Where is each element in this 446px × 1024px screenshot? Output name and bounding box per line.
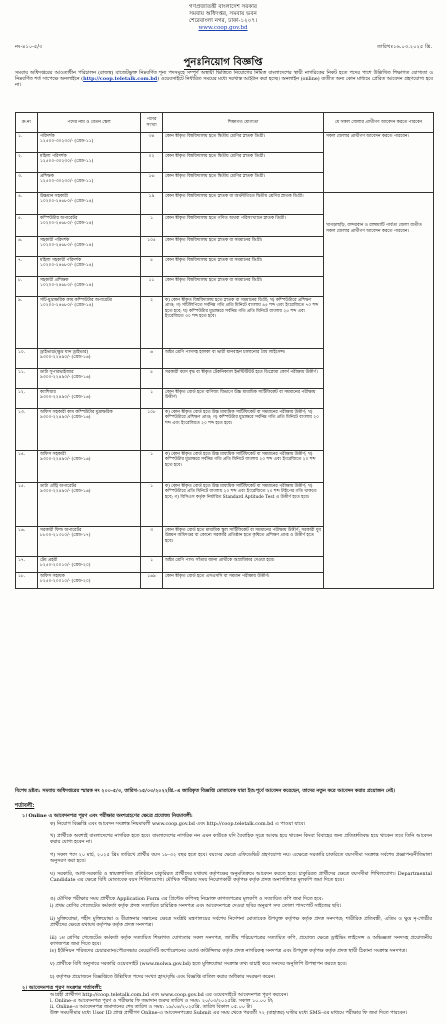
row-serial: ৯.	[16, 297, 38, 349]
row-post	[38, 193, 141, 215]
row-serial: ১৫.	[16, 483, 38, 527]
row-serial: ৩.	[16, 173, 38, 193]
row-count: ১৬	[141, 173, 163, 193]
condition-2-a-iii: উক্ত সময়সীমার মধ্যে User ID প্রাপ্ত প্রার্থীগণ Online-এ আবেদনপত্রের Submit এর সময় থেকে পরবর্তী ৭২ (বাহাত্তর) ঘণ্টার মধ্যে SMS-এর মাধ্যমে পরীক্ষার ফি জমা দিতে পারবেন।	[50, 1010, 407, 1016]
row-count: ১৯	[141, 193, 163, 215]
post-name: কম্পিউটার অপারেটর	[40, 215, 78, 221]
row-post	[38, 527, 141, 557]
row-serial: ১২.	[16, 389, 38, 409]
condition-1-ng-v: v) প্রার্থীকে বিধি অনুসারে সরকারি ওয়েবসাইট (www.molwa.gov.bd) হতে মুক্তিযোদ্ধা সংক্রান্ত তথ্য যাচাই করে সনদের অনুলিপি উপস্থাপন করতে হবে।	[50, 961, 347, 967]
condition-1-g: গ) সকল পদে ২০ মার্চ, ২০২৫ খ্রিঃ তারিখে প্রার্থীর বয়স ১৮-৩২ বছর হতে হবে। বয়সের ক্ষেত্রে এফিডেভিট গ্রহণযোগ্য নয়। এক্ষেত্রে সরকারি চাকরিতে বয়সসীমা সংক্রান্ত সর্বশেষ প্রজ্ঞাপন/নীতিমালা অনুসরণ করা হবে।	[50, 852, 432, 865]
post-name: ক্যাশিয়ার	[40, 389, 56, 395]
pay-scale: ৮২৫০-২০০১০/- (গ্রেড-২০)	[40, 579, 91, 585]
post-name: প্রশিক্ষক	[40, 173, 54, 179]
row-count: ৩	[141, 527, 163, 557]
district-eligibility-except-hill: খাগড়াছড়ি, বান্দরবান ও রাঙ্গামাটি পার্বত্য জেলা ব্যতীত সকল জেলার প্রার্থীগণ আবেদন করতে পারবেন।	[324, 193, 434, 589]
pay-scale: ১২৫০০-৩০২৩০/- (গ্রেড-১১)	[40, 139, 94, 145]
condition-1: ১। Online এ আবেদনপত্র পূরণ এবং পরীক্ষার অংশগ্রহণের ক্ষেত্রে প্রযোজ্য নিয়মাবলী:	[22, 813, 193, 819]
website-link[interactable]: www.coop.gov.bd	[198, 25, 248, 31]
row-count: ১	[141, 215, 163, 237]
pay-scale: ১০২০০-২৪৬৮০/- (গ্রেড-১৪)	[40, 283, 94, 289]
district-eligibility-all: সকল জেলার প্রার্থীগণ আবেদন করতে পারবেন।	[324, 133, 434, 193]
condition-2-title: ২। আবেদনপত্র পূরণ সংক্রান্ত শর্তাবলী:	[22, 985, 102, 991]
row-education: ক) কোন স্বীকৃত বোর্ড হতে উচ্চ মাধ্যমিক সার্টিফিকেট বা সমমানের পরীক্ষায় উত্তীর্ণ; খ) কম্পিউটারে প্রতি মিনিটে বাংলায় ২০ শব্দ এবং ইংরেজিতে ২০ শব্দ টাইপের গতি থাকতে হবে; গ) বিসিএস কর্তৃক নির্ধারিত Standard Aptitude Test এ উত্তীর্ণ হতে হবে।	[163, 483, 324, 527]
row-post	[38, 153, 141, 173]
letterhead	[0, 4, 446, 32]
row-post	[38, 573, 141, 589]
pay-scale: ৮২৫০-২০০১০/- (গ্রেড-২০)	[40, 563, 91, 569]
row-count: ৩৪	[141, 133, 163, 153]
post-name: সরকারী ফিল্ড অপারেটর	[40, 527, 82, 533]
row-post	[38, 451, 141, 483]
header-education: শিক্ষাগত যোগ্যতা	[163, 113, 324, 133]
condition-2-a-ii: ii. Online-এ আবেদনপত্র জমাদানের শেষ তারিখ ও সময়: ১৯/০৪/২০২৫খ্রি. তারিখ বিকাল ০৫.০০ টা।	[50, 1004, 253, 1010]
special-note: বিশেষ দ্রষ্টব্য: সমবায় অধিদপ্তরের স্মারক নং ২০০-৫/৩, তারিখ-১৫/০৩/২০২২খ্রি.-এ জারিকৃত বিজ্ঞপ্তি মোতাবেক যারা ইত:পূর্বে আবেদন করেছেন, তাদের নতুন করে আবেদন করার প্রয়োজন নেই।	[15, 788, 395, 794]
row-serial: ১৬.	[16, 527, 38, 557]
row-serial: ৫.	[16, 215, 38, 237]
pay-scale: ৯৩০০-২২৪৯০/- (গ্রেড-১৬)	[40, 355, 91, 361]
pay-scale: ৮৮০০-২১৩১০/- (গ্রেড-১৭)	[40, 533, 91, 539]
header-post: পদের নাম ও বেতন স্কেল	[38, 113, 141, 133]
post-name: পরিদর্শক	[40, 133, 55, 139]
row-count: ০২	[141, 153, 163, 173]
row-count: ১	[141, 483, 163, 527]
row-education: অষ্টম শ্রেণি পাসসহ হালকা বা ভারী যানবাহন চালানোর বৈধ লাইসেন্স।	[163, 349, 324, 369]
pay-scale: ১০২০০-২৪৬৮০/- (গ্রেড-১৪)	[40, 243, 94, 249]
govt-name: গণপ্রজাতন্ত্রী বাংলাদেশ সরকার	[189, 4, 257, 10]
condition-1-ng-iii: iii) ১ম শ্রেণির গেজেটেড কর্মকর্তা কর্তৃক সত্যায়িত শিক্ষাগত যোগ্যতার সকল সনদপত্র, জাতীয় পরিচয়পত্রের সত্যায়িত কপি, প্রযোজ্য ক্ষেত্রে ড্রাইভিং লাইসেন্স ও অভিজ্ঞতা সনদসহ প্রয়োজনীয় কাগজপত্র জমা দিতে হবে।	[50, 935, 432, 948]
row-serial: ৭.	[16, 257, 38, 277]
row-post	[38, 557, 141, 573]
row-post	[38, 483, 141, 527]
row-serial: ১.	[16, 133, 38, 153]
conditions-title: শর্তাবলী:	[15, 803, 35, 809]
row-education: অষ্টম শ্রেণি পাস। সাঁতার জানা প্রার্থীকে অগ্রাধিকার দেওয়া হবে।	[163, 557, 324, 573]
row-education: ক) কোন স্বীকৃত বিশ্ববিদ্যালয় হতে স্নাতক বা সমমানের ডিগ্রী; খ) কম্পিউটারে প্রশিক্ষণ প্রাপ্ত; গ) সাঁটলিপিতে সর্বনিম্ন গতি প্রতি মিনিটে বাংলায় ৪৫ শব্দ এবং ইংরেজিতে ৭০ শব্দ হতে হবে; ঘ) কম্পিউটার মুদ্রাক্ষরে সর্বনিম্ন গতি প্রতি মিনিটে বাংলায় ২৫ শব্দ এবং ইংরেজিতে ৩০ শব্দ হতে হবে।	[163, 297, 324, 349]
row-education: কোন স্বীকৃত বিশ্ববিদ্যালয় হতে দ্বিতীয় শ্রেণির স্নাতক ডিগ্রী।	[163, 153, 324, 173]
row-serial: ৬.	[16, 237, 38, 257]
row-serial: ১৮.	[16, 573, 38, 589]
row-serial: ১৪.	[16, 451, 38, 483]
row-education: কোন স্বীকৃত বিশ্ববিদ্যালয় হতে স্নাতক বা সমমানের ডিগ্রী।	[163, 237, 324, 257]
pay-scale: ১০২০০-২৪৬৮০/- (গ্রেড-১৪)	[40, 263, 94, 269]
row-serial: ১৭.	[16, 557, 38, 573]
row-count: ১	[141, 389, 163, 409]
pay-scale: ১০২০০-২৪৬৮০/- (গ্রেড-১৪)	[40, 221, 94, 227]
department-name: সমবায় অধিদপ্তর, সমবায় ভবন	[189, 11, 257, 17]
row-post	[38, 173, 141, 193]
row-education: কোন স্বীকৃত বোর্ড হতে বাণিজ্য বিভাগে উচ্চ মাধ্যমিক সার্টিফিকেট বা সমমানের পরীক্ষায় উত্তীর্ণ।	[163, 389, 324, 409]
vacancy-table	[15, 112, 434, 589]
table-header-row	[16, 113, 434, 133]
notice-title: পুনঃনিয়োগ বিজ্ঞপ্তি	[183, 57, 263, 68]
row-education: ক) কোন স্বীকৃত বোর্ড হতে উচ্চ মাধ্যমিক সার্টিফিকেট বা সমমানের পরীক্ষায় উত্তীর্ণ; খ) কম্পিউটার মুদ্রাক্ষরে সর্বনিম্ন গতি প্রতি মিনিটে বাংলায় ২০ শব্দ এবং ইংরেজিতে ২০ শব্দ হতে হবে।	[163, 451, 324, 483]
pay-scale: ১২৫০০-৩০২৩০/- (গ্রেড-১১)	[40, 179, 94, 185]
pay-scale: ১২৫০০-৩০২৩০/- (গ্রেড-১১)	[40, 159, 94, 165]
pay-scale: ১০২০০-২৪৬৮০/- (গ্রেড-১৪)	[40, 199, 94, 205]
table-row	[16, 133, 434, 153]
condition-1-ng-ii: ii) মুক্তিযোদ্ধা, শহীদ মুক্তিযোদ্ধা ও বীরাঙ্গনার সন্তানের ক্ষেত্রে সংশ্লিষ্ট মন্ত্রণালয়ের সর্বশেষ নির্দেশনা মোতাবেক উপযুক্ত কর্তৃপক্ষ কর্তৃক প্রদত্ত সনদপত্র; শারীরিক প্রতিবন্ধী, এতিম ও ক্ষুদ্র নৃ-গোষ্ঠীর প্রার্থীদের ক্ষেত্রে যথাযথ কর্তৃপক্ষ কর্তৃক প্রদত্ত সনদপত্র।	[50, 916, 432, 929]
row-education: কোন স্বীকৃত বিশ্ববিদ্যালয় হতে স্নাতক বা অর্থনীতিতে দ্বিতীয় শ্রেণির স্নাতক ডিগ্রী।	[163, 193, 324, 215]
condition-1-ng-iv: iv) ইউনিয়ন পরিষদের চেয়ারম্যান/পৌরসভার মেয়র/সিটি কর্পোরেশনের ওয়ার্ড কাউন্সিলর কর্তৃক প্রদত্ত নাগরিকত্ব সনদপত্র এবং উপযুক্ত কর্তৃপক্ষ কর্তৃক প্রদত্ত স্থায়ী ঠিকানা সংক্রান্ত সনদপত্র।	[50, 948, 407, 954]
post-name: মহিলা পরিদর্শক	[40, 153, 67, 159]
post-name: ডাটা সুপারভাইজার	[40, 369, 74, 375]
post-name: মহিলা সহকারী পরিদর্শক	[40, 257, 82, 263]
row-serial: ১৩.	[16, 409, 38, 451]
row-count: ৫	[141, 257, 163, 277]
post-name: অফিস সহায়ক	[40, 573, 65, 579]
condition-1-k: ক) নিয়োগ বিজ্ঞপ্তি এবং আবেদন সংক্রান্ত নিয়মাবলী www.coop.gov.bd এবং http://coop.teletalk.com.bd এ পাওয়া যাবে।	[50, 821, 306, 827]
row-education: কোন স্বীকৃত বিশ্ববিদ্যালয় হতে স্নাতক বা সমমানের ডিগ্রী।	[163, 257, 324, 277]
header-count: পদের সংখ্যা	[141, 113, 163, 133]
post-name: উচ্চমান সহকারী	[40, 193, 68, 199]
row-education: কোন স্বীকৃত বিশ্ববিদ্যালয় হতে গণিত অথবা পরিসংখ্যানে স্নাতক ডিগ্রী।	[163, 215, 324, 237]
row-serial: ৮.	[16, 277, 38, 297]
row-post	[38, 133, 141, 153]
row-post	[38, 257, 141, 277]
condition-2-a-i: i. Online-এ আবেদনপত্র পূরণ ও পরীক্ষার ফি জমাদান শুরুর তারিখ ও সময়: ২০/০৩/২০২৫খ্রি. সকাল ১০.০০ টা;	[50, 998, 274, 1004]
row-education: কোন স্বীকৃত বিশ্ববিদ্যালয় হতে স্নাতক বা সমমানের ডিগ্রী।	[163, 277, 324, 297]
post-name: অফিস সহকারী কাম কম্পিউটার মুদ্রাক্ষরিক	[40, 409, 113, 415]
row-count: ১০৫	[141, 237, 163, 257]
row-count: ১	[141, 451, 163, 483]
row-post	[38, 237, 141, 257]
row-serial: ৪.	[16, 193, 38, 215]
pay-scale: ৯৩০০-২২৪৯০/- (গ্রেড-১৬)	[40, 395, 91, 401]
row-post	[38, 389, 141, 409]
condition-1-gh: ঘ) সরকারি, আধা-সরকারি ও স্বায়ত্তশাসিত প্রতিষ্ঠানে চাকুরিরত প্রার্থীদের যথাযথ কর্তৃপক্ষের অনুমতিক্রমে আবেদন করতে হবে। চাকুরিরত প্রার্থীদের ক্ষেত্রে বয়সসীমা শিথিলযোগ্য। Departmental Candidate এর ক্ষেত্রে বিধি মোতাবেক বয়স শিথিলযোগ্য। মৌখিক পরীক্ষার সময় নিয়োগকারী কর্তৃপক্ষ কর্তৃক প্রদত্ত অনাপত্তিপত্র মূলকপি জমা দিতে হবে।	[50, 871, 432, 884]
condition-1-ng: ঙ) মৌখিক পরীক্ষার সময় প্রার্থীকে Application Form এর প্রিন্টেড কপিসহ নিম্নোক্ত কাগজপত্রের মূলকপি ও সত্যায়িত কপি জমা দিতে হবে:	[50, 896, 324, 902]
row-serial: ১১.	[16, 369, 38, 389]
row-post	[38, 349, 141, 369]
address: শেরেবাংলা নগর, ঢাকা-১২০৭।	[188, 18, 257, 24]
row-count: ১১	[141, 277, 163, 297]
pay-scale: ৯৩০০-২২৪৯০/- (গ্রেড-১৬)	[40, 415, 91, 421]
post-name: সহকারী প্রশিক্ষক	[40, 277, 69, 283]
row-education: সরকারী বয়স বৃদ্ধ বা স্বীকৃত টেকনিক্যাল ইনস্টিটিউট হতে ডিপ্লোমা কোর্স পরীক্ষায় উত্তীর্ণ।	[163, 369, 324, 389]
post-name: ডাটা এন্ট্রি অপারেটর	[40, 483, 77, 489]
row-education: ক) কোন স্বীকৃত বোর্ড হতে উচ্চ মাধ্যমিক সার্টিফিকেট বা সমমানের পরীক্ষায় উত্তীর্ণ; খ) কম্পিউটারে প্রশিক্ষণ প্রাপ্ত; গ) কম্পিউটার মুদ্রাক্ষরে সর্বনিম্ন গতি প্রতি মিনিটে বাংলায় ২০ শব্দ এবং ইংরেজিতে ২০ শব্দ হতে হবে।	[163, 409, 324, 451]
row-education: কোন স্বীকৃত বোর্ড হতে এসএসসি বা সমমান পরীক্ষায় উত্তীর্ণ।	[163, 573, 324, 589]
apply-url-link[interactable]: http://coop.teletalk.com.bd	[83, 76, 158, 83]
header-district: যে সকল জেলার প্রার্থীগণ আবেদন করতে পারবেন	[324, 113, 434, 133]
row-post	[38, 215, 141, 237]
memo-number: নং-৪১০-৫/৩	[15, 44, 43, 50]
pay-scale: ৯৩০০-২২৪৯০/- (গ্রেড-১৬)	[40, 375, 91, 381]
header-serial: ক্র.নং	[16, 113, 38, 133]
row-serial: ২.	[16, 153, 38, 173]
table-row	[16, 193, 434, 215]
row-post	[38, 369, 141, 389]
condition-1-ng-i: i) প্রথম শ্রেণির গেজেটেড কর্মকর্তা কর্তৃক প্রদত্ত সত্যায়িত চারিত্রিক সনদপত্র এবং আবেদনপত্রে দেওয়া ছবির অনুরূপ সদ্য তোলা পাসপোর্ট সাইজের ছবি।	[50, 903, 341, 909]
post-name: সাঁট-মুদ্রাক্ষরিক কাম কম্পিউটার অপারেটর	[40, 297, 112, 303]
post-name: ড্রাইভার/(ক্ষুদ্র যান ড্রাইভার)	[40, 349, 89, 355]
notice-date: তারিখঃ১৬.০৩.২০২৫ খ্রি.	[377, 44, 432, 50]
row-count: ১	[141, 557, 163, 573]
row-count: ১৬৯	[141, 573, 163, 589]
row-post	[38, 297, 141, 349]
row-count: ৬	[141, 349, 163, 369]
post-name: সহকারী পরিদর্শক	[40, 237, 70, 243]
pay-scale: ৯৩০০-২২৪৯০/- (গ্রেড-১৬)	[40, 489, 91, 495]
condition-1-ch: চ) কর্তৃপক্ষ প্রয়োজনে বিজ্ঞপ্তিতে উল্লিখিত পদের সংখ্যা হ্রাস/বৃদ্ধি এবং বিজ্ঞপ্তি বাতিল করার অধিকার সংরক্ষণ করেন।	[50, 974, 276, 980]
post-name: টেম প্রহরী	[40, 557, 58, 563]
row-education: কোন স্বীকৃত বোর্ড হতে মাধ্যমিক স্কুল সার্টিফিকেট বা সমমানের পরীক্ষায় উত্তীর্ণ; সরকারী যুব উন্নয়ন অধিদপ্তর বা কোনো সরকারি প্রতিষ্ঠান হতে কৃষিতে প্রশিক্ষণ প্রাপ্ত ও উত্তীর্ণ হতে হবে।	[163, 527, 324, 557]
post-name: অফিস সহকারী	[40, 451, 66, 457]
row-count: ১০৮	[141, 409, 163, 451]
condition-2-a: আগ্রহী প্রার্থীগণ http://coop.teletalk.com.bd এবং www.coop.gov.bd এর ওয়েবসাইটে আবেদনপত্র পূরণ করবেন।	[50, 992, 289, 998]
row-education: কোন স্বীকৃত বিশ্ববিদ্যালয় হতে দ্বিতীয় শ্রেণির স্নাতক ডিগ্রী।	[163, 173, 324, 193]
row-serial: ১০.	[16, 349, 38, 369]
row-education: কোন স্বীকৃত বিশ্ববিদ্যালয় হতে দ্বিতীয় শ্রেণির স্নাতক ডিগ্রী।	[163, 133, 324, 153]
row-post	[38, 277, 141, 297]
pay-scale: ১০২০০-২৪৬৮০/- (গ্রেড-১৪)	[40, 303, 94, 309]
row-count: ৫	[141, 369, 163, 389]
pay-scale: ৯৩০০-২২৪৯০/- (গ্রেড-১৬)	[40, 457, 91, 463]
intro-paragraph: সমবায় অধিদপ্তরের আওতাধীন পরিচালন (রাজস্ব) বাজেটভুক্ত নিম্নবর্ণিত শূন্য পদসমূহে সম্পূর্ণ অস্থায়ী ভিত্তিতে নিয়োগের নিমিত্ত বাংলাদেশের স্থায়ী নাগরিকের নিকট হতে পদের পাশে উল্লিখিত শিক্ষাগত যোগ্যতা ও নিম্নবর্ণিত শর্ত সাপেক্ষে অনলাইনে (http://coop.teletalk.com.bd) ওয়েবসাইটে নির্ধারিত সময়ের মধ্যে দরখাস্ত আহ্বান করা হচ্ছে। অনলাইন (online) ব্যতীত অন্য কোন মাধ্যমে প্রেরিত আবেদন গ্রহণযোগ্য হবে না।	[15, 70, 433, 89]
row-count: ২	[141, 297, 163, 349]
condition-1-kh: খ) প্রার্থীকে অবশ্যই বাংলাদেশের নাগরিক হতে হবে। বাংলাদেশের নাগরিক নন এমন কাউকে যদি বৈবাহিক সূত্রে আবদ্ধ হয়ে থাকেন কিংবা বিবাহের জন্য প্রতিশ্রুতিবদ্ধ হয়ে থাকেন তবে তিনি আবেদন করার যোগ্য হবেন না।	[50, 833, 432, 846]
row-post	[38, 409, 141, 451]
